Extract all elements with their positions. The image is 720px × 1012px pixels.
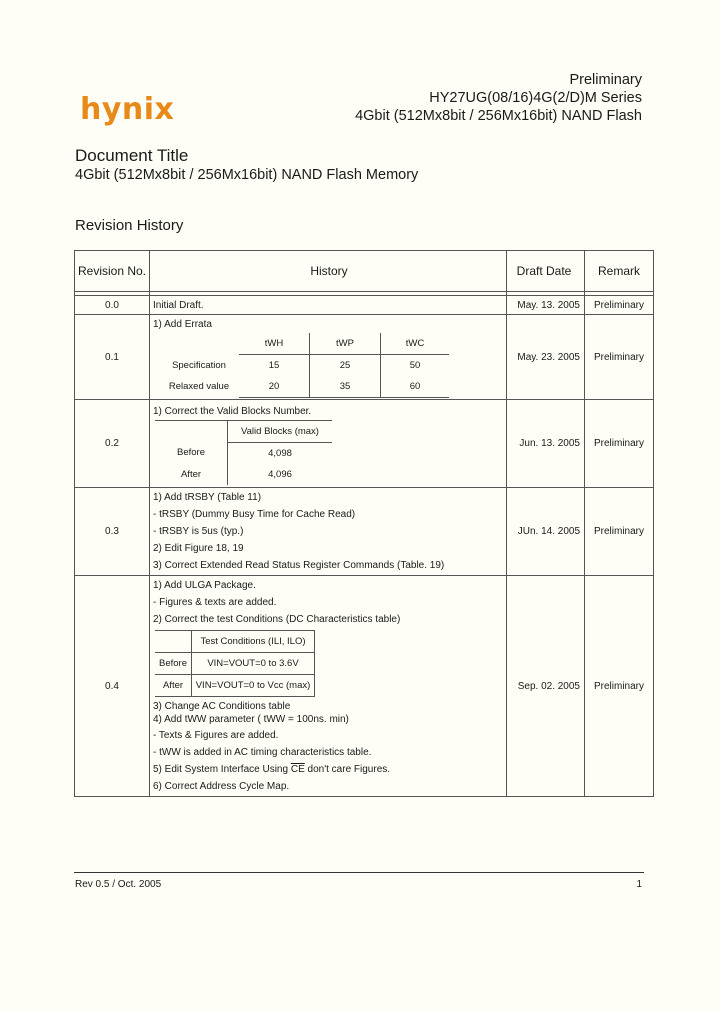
- history-line: 1) Add tRSBY (Table 11): [153, 492, 262, 503]
- rev-cell: 0.4: [75, 576, 150, 797]
- history-line: [153, 761, 505, 778]
- date-cell: Jun. 13. 2005: [507, 400, 585, 488]
- blocks-val: 4,096: [228, 464, 333, 485]
- history-line: - tRSBY is 5us (typ.): [153, 526, 244, 537]
- document-title: Document Title: [75, 146, 189, 165]
- remark-cell: Preliminary: [585, 315, 654, 400]
- history-line: 1) Add Errata: [153, 319, 212, 330]
- footer-divider: [74, 872, 644, 873]
- date-cell: May. 23. 2005: [507, 315, 585, 400]
- test-conditions-table: [155, 630, 315, 697]
- history-line: - Figures & texts are added.: [153, 597, 277, 608]
- rev-cell: 0.3: [75, 488, 150, 576]
- table-row: [75, 296, 654, 315]
- errata-val: 35: [310, 376, 381, 398]
- document-header: [355, 71, 642, 125]
- rev-cell: 0.2: [75, 400, 150, 488]
- col-revision: Revision No.: [75, 251, 150, 292]
- date-cell: JUn. 14. 2005: [507, 488, 585, 576]
- errata-val: 20: [239, 376, 310, 398]
- hynix-logo: hynix: [80, 92, 175, 127]
- remark-cell: Preliminary: [585, 296, 654, 315]
- series-label: HY27UG(08/16)4G(2/D)M Series: [429, 90, 642, 106]
- section-heading: Revision History: [75, 217, 184, 234]
- history-cell: [150, 576, 507, 797]
- blocks-val: 4,098: [228, 442, 333, 464]
- status-label: Preliminary: [569, 72, 642, 88]
- errata-col: tWP: [310, 333, 381, 355]
- history-cell: Initial Draft.: [150, 296, 507, 315]
- conds-header: Test Conditions (ILI, ILO): [192, 631, 315, 653]
- history-line: 2) Edit Figure 18, 19: [153, 543, 244, 554]
- history-line: 6) Correct Address Cycle Map.: [153, 781, 290, 792]
- history-line: 3) Correct Extended Read Status Register Commands (Table. 19): [153, 560, 445, 571]
- date-cell: May. 13. 2005: [507, 296, 585, 315]
- history-line: 1) Add ULGA Package.: [153, 580, 256, 591]
- table-row: [75, 576, 654, 797]
- errata-val: 60: [381, 376, 450, 398]
- history-cell: [150, 315, 507, 400]
- blocks-header: Valid Blocks (max): [228, 420, 333, 442]
- history-line: 3) Change AC Conditions table: [153, 701, 291, 712]
- blocks-row-label: After: [180, 468, 202, 480]
- product-label: 4Gbit (512Mx8bit / 256Mx16bit) NAND Flash: [355, 108, 642, 124]
- ce-signal: $\overline{CE}$: [290, 764, 305, 775]
- iface-text: 5) Edit System Interface Using: [153, 764, 291, 775]
- errata-val: 50: [381, 355, 450, 377]
- date-cell: Sep. 02. 2005: [507, 576, 585, 797]
- conds-val: VIN=VOUT=0 to Vcc (max): [192, 675, 315, 697]
- remark-cell: Preliminary: [585, 400, 654, 488]
- table-row: [75, 488, 654, 576]
- iface-text: don't care Figures.: [304, 764, 391, 775]
- footer-revision: Rev 0.5 / Oct. 2005: [75, 879, 162, 890]
- errata-table: [159, 333, 449, 398]
- history-line: - tRSBY (Dummy Busy Time for Cache Read): [153, 509, 356, 520]
- conds-row-label: After: [155, 675, 192, 697]
- rev-cell: 0.1: [75, 315, 150, 400]
- history-line: 2) Correct the test Conditions (DC Characteristics table): [153, 614, 401, 625]
- remark-cell: Preliminary: [585, 488, 654, 576]
- errata-row-label: Specification: [172, 359, 226, 371]
- history-line: - tWW is added in AC timing characteristics table.: [153, 747, 372, 758]
- blocks-row-label: Before: [177, 447, 205, 459]
- errata-col: tWH: [239, 333, 310, 355]
- revision-table: [74, 250, 654, 797]
- document-subtitle: 4Gbit (512Mx8bit / 256Mx16bit) NAND Flash Memory: [75, 167, 419, 183]
- history-cell: [150, 400, 507, 488]
- table-row: [75, 315, 654, 400]
- table-header-row: [75, 251, 654, 292]
- history-line: 4) Add tWW parameter ( tWW = 100ns. min): [153, 714, 349, 725]
- errata-row-label: Relaxed value: [168, 381, 230, 393]
- col-history: History: [150, 251, 507, 292]
- valid-blocks-table: [155, 420, 332, 485]
- history-cell: [150, 488, 507, 576]
- history-line: - Texts & Figures are added.: [153, 730, 279, 741]
- table-row: [75, 400, 654, 488]
- page-number: 1: [636, 879, 642, 890]
- col-date: Draft Date: [507, 251, 585, 292]
- errata-val: 15: [268, 360, 280, 371]
- col-remark: Remark: [585, 251, 654, 292]
- conds-val: VIN=VOUT=0 to 3.6V: [192, 653, 315, 675]
- history-line: 1) Correct the Valid Blocks Number.: [153, 405, 312, 417]
- rev-cell: 0.0: [75, 296, 150, 315]
- remark-cell: Preliminary: [585, 576, 654, 797]
- errata-col: tWC: [381, 333, 450, 355]
- errata-val: 25: [310, 355, 381, 377]
- conds-row-label: Before: [155, 653, 192, 675]
